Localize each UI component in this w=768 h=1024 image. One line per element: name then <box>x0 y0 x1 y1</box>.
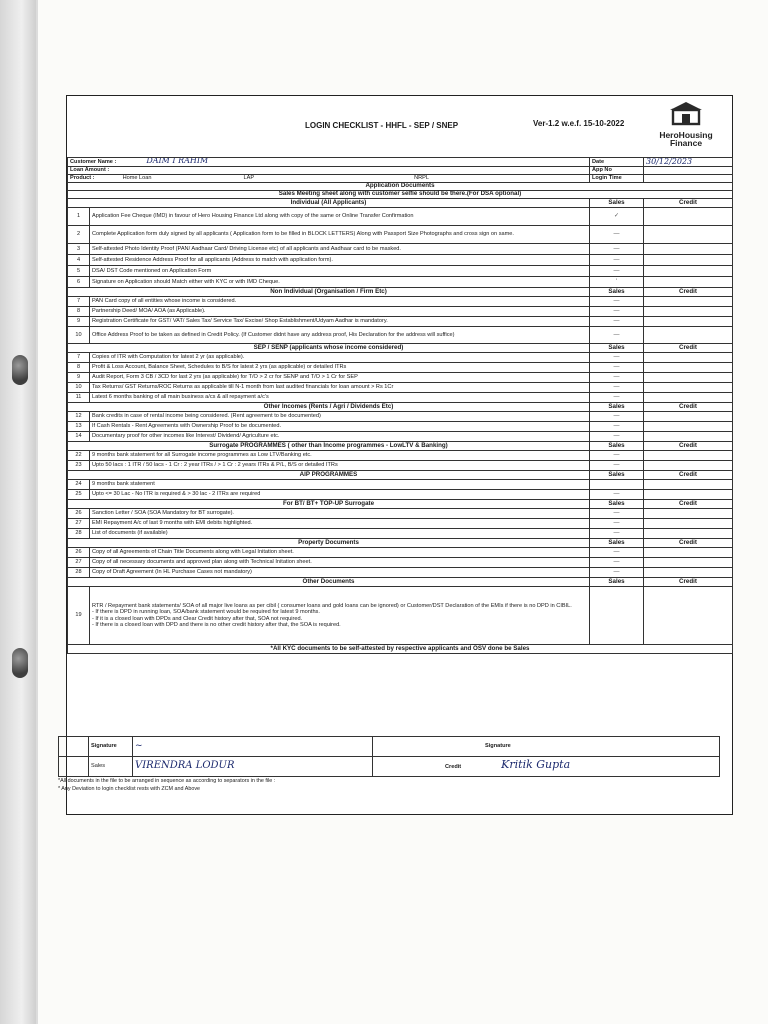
sales-tick: — <box>590 244 644 255</box>
sales-signature-mark: ~ <box>133 737 373 757</box>
row-number: 24 <box>68 480 90 490</box>
row-text: Partnership Deed/ MOA/ AOA (as Applicable). <box>90 307 590 317</box>
row-number: 7 <box>68 297 90 307</box>
product-label: Product : <box>70 175 95 182</box>
row-text: Bank credits in case of rental income being considered. (Rent agreement to be documented) <box>90 412 590 422</box>
row-text: Application Fee Cheque (IMD) in favour of Hero Housing Finance Ltd along with copy of the same or Online Transfer Confirmation <box>90 208 590 226</box>
sales-tick: — <box>590 363 644 373</box>
sig-blank <box>59 737 89 757</box>
house-logo-icon <box>640 100 732 126</box>
checklist-table <box>67 157 733 654</box>
customer-name-row <box>68 158 590 167</box>
product-value: Home Loan <box>122 175 152 182</box>
checklist-row <box>68 490 733 500</box>
footnotes <box>58 777 275 793</box>
row-number: 27 <box>68 558 90 568</box>
credit-cell <box>644 226 733 244</box>
checklist-row <box>68 244 733 255</box>
app-no-value <box>644 167 733 175</box>
row-text: 9 months bank statement <box>90 480 590 490</box>
credit-column-header: Credit <box>644 199 733 208</box>
checklist-row <box>68 548 733 558</box>
row-number: 3 <box>68 244 90 255</box>
row-number: 6 <box>68 277 90 288</box>
signature-block <box>58 736 719 776</box>
sales-column-header: Sales <box>590 578 644 587</box>
checklist-row <box>68 297 733 307</box>
credit-cell <box>644 412 733 422</box>
sales-tick: ' <box>590 277 644 288</box>
credit-column-header: Credit <box>644 500 733 509</box>
row-number: 7 <box>68 353 90 363</box>
section-header-row <box>68 199 733 208</box>
section-title: Property Documents <box>68 539 590 548</box>
row-number: 23 <box>68 461 90 471</box>
row-text: Upto 50 lacs : 1 ITR / 50 lacs - 1 Cr : 2 year ITRs / > 1 Cr : 2 years ITRs & P/L, B/S or detailed ITRs <box>90 461 590 471</box>
row-number: 9 <box>68 373 90 383</box>
binder-ring <box>12 648 28 678</box>
sales-tick: — <box>590 393 644 403</box>
credit-cell <box>644 558 733 568</box>
credit-cell <box>644 587 733 645</box>
checklist-row <box>68 353 733 363</box>
sales-tick: — <box>590 529 644 539</box>
row-text: Upto <= 30 Lac - No ITR is required & > 30 lac - 2 ITRs are required <box>90 490 590 500</box>
row-number: 26 <box>68 509 90 519</box>
credit-cell <box>644 383 733 393</box>
row-text: Profit & Loss Account, Balance Sheet, Schedules to B/S for latest 2 yrs (as applicable) or detailed ITRs <box>90 363 590 373</box>
credit-cell <box>644 490 733 500</box>
sales-tick <box>590 587 644 645</box>
sales-tick <box>590 480 644 490</box>
credit-column-header: Credit <box>644 578 733 587</box>
checklist-sheet <box>66 95 733 815</box>
row-number: 8 <box>68 363 90 373</box>
sales-column-header: Sales <box>590 288 644 297</box>
section-title: Individual (All Applicants) <box>68 199 590 208</box>
section-header-row <box>68 539 733 548</box>
row-text: Office Address Proof to be taken as defined in Credit Policy. (If Customer didnt have any address proof, His Declaration for the address will suffice) <box>90 327 590 344</box>
row-text: Self-attested Photo Identity Proof (PAN/ Aadhaar Card/ Driving License etc) of all applicants and Aadhaar card to be masked. <box>90 244 590 255</box>
sales-tick: — <box>590 266 644 277</box>
sales-tick: — <box>590 373 644 383</box>
section-title: SEP / SENP (applicants whose income considered) <box>68 344 590 353</box>
logo-line1: HeroHousing <box>659 130 713 140</box>
section-header-row <box>68 344 733 353</box>
checklist-row <box>68 208 733 226</box>
section-header-row <box>68 578 733 587</box>
checklist-row <box>68 266 733 277</box>
sig-blank <box>59 757 89 777</box>
credit-cell <box>644 277 733 288</box>
sales-tick: — <box>590 422 644 432</box>
credit-column-header: Credit <box>644 344 733 353</box>
section-header-row <box>68 500 733 509</box>
row-text: Signature on Application should Match either with KYC or with IMD Cheque. <box>90 277 590 288</box>
sales-label: Sales <box>89 757 133 777</box>
sales-column-header: Sales <box>590 471 644 480</box>
credit-cell <box>644 244 733 255</box>
credit-cell <box>644 266 733 277</box>
section-title: For BT/ BT+ TOP-UP Surrogate <box>68 500 590 509</box>
checklist-row <box>68 568 733 578</box>
credit-cell <box>644 451 733 461</box>
sales-meeting-note: Sales Meeting sheet along with customer selfie should be there.(For DSA optional) <box>68 191 733 199</box>
row-number: 27 <box>68 519 90 529</box>
section-title: Other Incomes (Rents / Agri / Dividends Etc) <box>68 403 590 412</box>
checklist-table-wrap <box>67 157 732 654</box>
sales-tick: — <box>590 327 644 344</box>
row-text: Copy of all necessary documents and approved plan along with Technical Initation sheet. <box>90 558 590 568</box>
checklist-row <box>68 226 733 244</box>
checklist-row <box>68 480 733 490</box>
row-text: Complete Application form duly signed by all applicants ( Application form to be filled in BLOCK LETTERS) Along with Passport Size Photographs and cross sign on same. <box>90 226 590 244</box>
signature-label-2: Signature <box>373 737 720 757</box>
sales-tick: — <box>590 226 644 244</box>
row-number: 10 <box>68 383 90 393</box>
credit-cell <box>644 307 733 317</box>
credit-column-header: Credit <box>644 288 733 297</box>
kyc-note: *All KYC documents to be self-attested by respective applicants and OSV done be Sales <box>68 645 733 654</box>
credit-column-header: Credit <box>644 442 733 451</box>
section-title: Other Documents <box>68 578 590 587</box>
checklist-row <box>68 373 733 383</box>
app-no-label: App No <box>590 167 644 175</box>
checklist-row <box>68 432 733 442</box>
sales-tick: — <box>590 519 644 529</box>
row-number: 2 <box>68 226 90 244</box>
checklist-row <box>68 363 733 373</box>
credit-cell <box>644 353 733 363</box>
row-text: EMI Repayment A/c of last 9 months with EMI debits highlighted. <box>90 519 590 529</box>
checklist-row <box>68 327 733 344</box>
row-text: Documentary proof for other incomes like Interest/ Dividend/ Agriculture etc. <box>90 432 590 442</box>
hero-housing-logo <box>640 100 732 148</box>
row-number: 5 <box>68 266 90 277</box>
row-text: Registration Certificate for GST/ VAT/ Sales Tax/ Service Tax/ Excise/ Shop Establishment/Udyam Aadhar is mandatory. <box>90 317 590 327</box>
form-title: LOGIN CHECKLIST - HHFL - SEP / SNEP <box>305 121 459 130</box>
credit-cell <box>644 363 733 373</box>
customer-name-label: Customer Name : <box>70 159 117 166</box>
signature-table <box>58 736 720 777</box>
section-title: Non Individual (Organisation / Firm Etc) <box>68 288 590 297</box>
credit-cell <box>373 757 720 777</box>
row-text: If Cash Rentals - Rent Agreements with Ownership Proof to be documented. <box>90 422 590 432</box>
checklist-row <box>68 422 733 432</box>
loan-amount-row <box>68 167 590 175</box>
product-row <box>68 175 590 183</box>
section-title: Surrogate PROGRAMMES ( other than Income programmes - LowLTV & Banking) <box>68 442 590 451</box>
row-number: 13 <box>68 422 90 432</box>
credit-cell <box>644 373 733 383</box>
row-text: DSA/ DST Code mentioned on Application Form <box>90 266 590 277</box>
credit-cell <box>644 519 733 529</box>
date-label: Date <box>590 158 644 167</box>
login-time-value <box>644 175 733 183</box>
row-text: Copy of Draft Agreement (In HL Purchase Cases not mandatory) <box>90 568 590 578</box>
sales-tick: — <box>590 558 644 568</box>
sales-tick: — <box>590 451 644 461</box>
row-number: 19 <box>68 587 90 645</box>
credit-cell <box>644 568 733 578</box>
product-nrpl: NRPL <box>414 175 429 182</box>
credit-cell <box>644 255 733 266</box>
checklist-row <box>68 393 733 403</box>
credit-cell <box>644 422 733 432</box>
sales-tick: — <box>590 432 644 442</box>
binder-edge <box>0 0 36 1024</box>
sales-tick: ✓ <box>590 208 644 226</box>
checklist-row <box>68 461 733 471</box>
kyc-note-row <box>68 645 733 654</box>
credit-label: Credit <box>445 764 462 771</box>
form-version: Ver-1.2 w.e.f. 15-10-2022 <box>533 119 625 128</box>
row-text: Copy of all Agreements of Chain Title Documents along with Legal Initation sheet. <box>90 548 590 558</box>
row-number: 4 <box>68 255 90 266</box>
row-text: Sanction Letter / SOA (SOA Mandatory for BT surrogate). <box>90 509 590 519</box>
row-number: 28 <box>68 529 90 539</box>
row-number: 11 <box>68 393 90 403</box>
credit-cell <box>644 480 733 490</box>
sales-column-header: Sales <box>590 539 644 548</box>
checklist-row <box>68 529 733 539</box>
checklist-row <box>68 317 733 327</box>
row-text: Copies of ITR with Computation for latest 2 yr (as applicable). <box>90 353 590 363</box>
sales-tick: — <box>590 297 644 307</box>
sales-column-header: Sales <box>590 500 644 509</box>
row-text: Audit Report, Form 3 CB / 3CD for last 2 yrs (as applicable) for T/O > 2 cr for SENP and T/O > 1 Cr for SEP <box>90 373 590 383</box>
signature-label: Signature <box>89 737 133 757</box>
section-header-row <box>68 403 733 412</box>
checklist-row <box>68 412 733 422</box>
row-text: Tax Returns/ GST Returns/ROC Returns as applicable till N-1 month from last audited financials for loan amount > Rs 1Cr <box>90 383 590 393</box>
application-documents-heading: Application Documents <box>68 183 733 191</box>
date-value: 30/12/2023 <box>644 158 733 167</box>
sales-tick: — <box>590 548 644 558</box>
row-number: 22 <box>68 451 90 461</box>
checklist-row <box>68 255 733 266</box>
sales-tick: — <box>590 568 644 578</box>
sales-column-header: Sales <box>590 344 644 353</box>
sales-tick: — <box>590 307 644 317</box>
checklist-row <box>68 587 733 645</box>
sales-tick: — <box>590 317 644 327</box>
row-number: 8 <box>68 307 90 317</box>
section-header-row <box>68 288 733 297</box>
row-text: Latest 6 months banking of all main business a/cs & all repayment a/c's <box>90 393 590 403</box>
checklist-row <box>68 451 733 461</box>
checklist-row <box>68 509 733 519</box>
sales-tick: — <box>590 255 644 266</box>
credit-cell <box>644 317 733 327</box>
sales-column-header: Sales <box>590 403 644 412</box>
sales-tick: — <box>590 353 644 363</box>
row-number: 9 <box>68 317 90 327</box>
checklist-row <box>68 307 733 317</box>
footnote-2: * Any Deviation to login checklist rests with ZCM and Above <box>58 786 201 792</box>
sales-tick: — <box>590 461 644 471</box>
row-number: 28 <box>68 568 90 578</box>
row-number: 14 <box>68 432 90 442</box>
row-number: 25 <box>68 490 90 500</box>
credit-cell <box>644 548 733 558</box>
binder-ring <box>12 355 28 385</box>
row-number: 12 <box>68 412 90 422</box>
credit-cell <box>644 432 733 442</box>
checklist-row <box>68 558 733 568</box>
row-text: Self-attested Residence Address Proof for all applicants (Address to match with application form). <box>90 255 590 266</box>
checklist-row <box>68 383 733 393</box>
credit-column-header: Credit <box>644 539 733 548</box>
credit-name: Kritik Gupta <box>501 758 571 772</box>
sales-tick: — <box>590 490 644 500</box>
section-header-row <box>68 442 733 451</box>
credit-cell <box>644 461 733 471</box>
credit-cell <box>644 509 733 519</box>
customer-name-value: DAIM I RAHIM <box>146 157 209 166</box>
row-number: 1 <box>68 208 90 226</box>
sales-column-header: Sales <box>590 442 644 451</box>
sales-column-header: Sales <box>590 199 644 208</box>
row-number: 10 <box>68 327 90 344</box>
login-time-label: Login Time <box>590 175 644 183</box>
credit-column-header: Credit <box>644 471 733 480</box>
sales-tick: — <box>590 412 644 422</box>
credit-column-header: Credit <box>644 403 733 412</box>
product-lap: LAP <box>243 175 255 182</box>
credit-cell <box>644 529 733 539</box>
sales-tick: — <box>590 383 644 393</box>
section-header-row <box>68 471 733 480</box>
credit-cell <box>644 327 733 344</box>
checklist-row <box>68 277 733 288</box>
row-text: PAN Card copy of all entities whose income is considered. <box>90 297 590 307</box>
row-text: List of documents (if available) <box>90 529 590 539</box>
credit-cell <box>644 208 733 226</box>
sales-name: VIRENDRA LODUR <box>133 757 373 777</box>
row-text: RTR / Repayment bank statements/ SOA of all major live loans as per cibil ( consumer loans and gold loans can be ignored) or Customer/DST Declaration of the EMIs if there is no DPD in CIBIL. - If there is DPD in running loan, SOA/bank statement would be required for latest 9 months. - If it is a closed loan with DPDs and Clear Credit history after that, SOA not required. - If there is a closed loan with DPD and there is no other credit history after that, the SOA is required. <box>90 587 590 645</box>
credit-cell <box>644 393 733 403</box>
loan-amount-label: Loan Amount : <box>70 167 110 174</box>
section-title: AIP PROGRAMMES <box>68 471 590 480</box>
row-text: 9 months bank statement for all Surrogate income programmes as Low LTV/Banking etc. <box>90 451 590 461</box>
checklist-row <box>68 519 733 529</box>
logo-line2: Finance <box>669 138 703 148</box>
footnote-1: *All documents in the file to be arranged in sequence as according to separators in the file : <box>58 778 276 784</box>
sales-tick: — <box>590 509 644 519</box>
credit-cell <box>644 297 733 307</box>
row-number: 26 <box>68 548 90 558</box>
